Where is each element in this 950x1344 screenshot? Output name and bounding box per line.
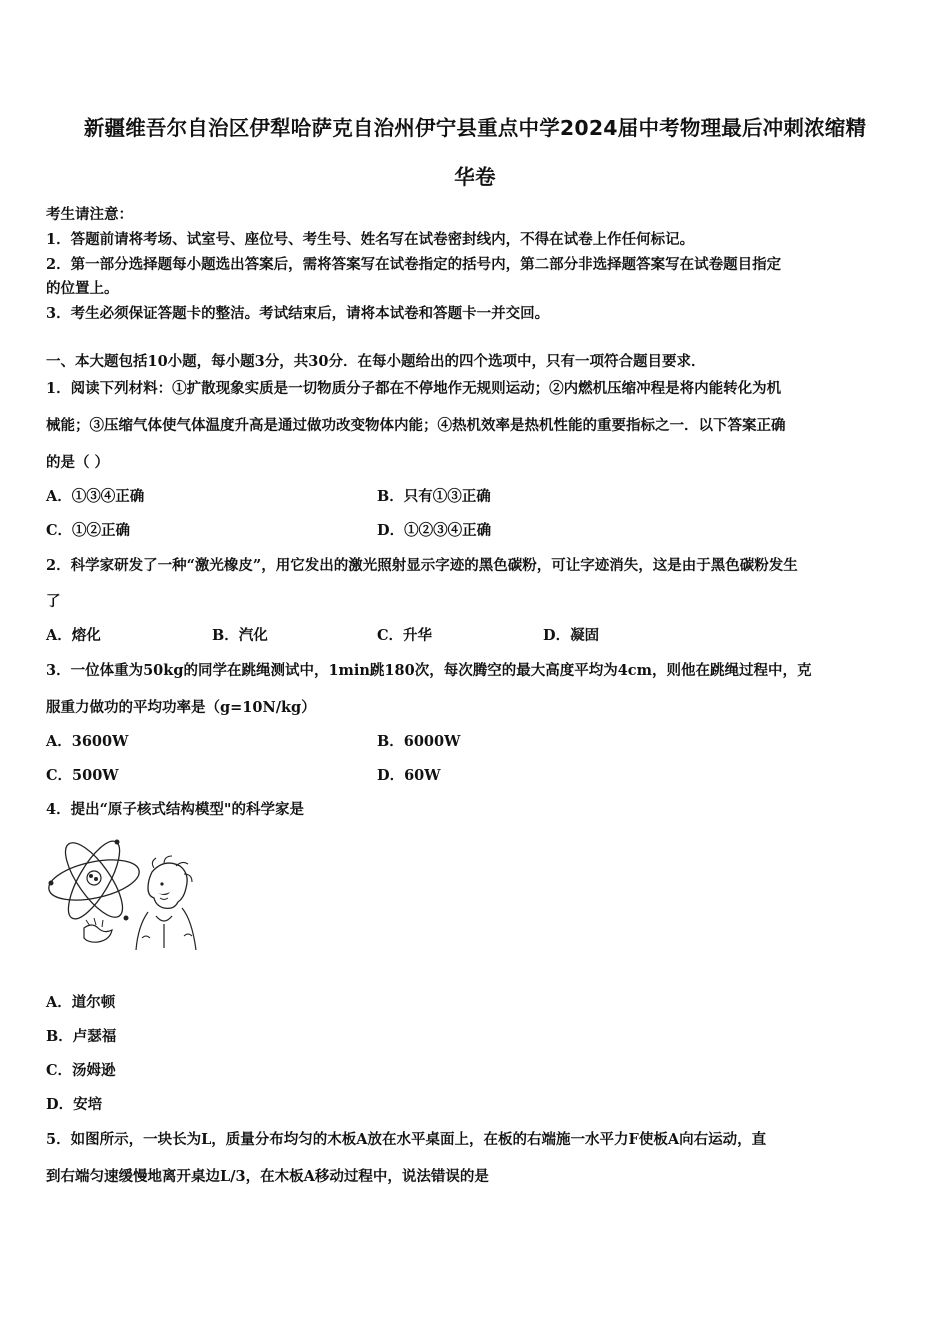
q3-option-a: A．3600W	[46, 733, 129, 750]
q1-option-b: B．只有①③正确	[377, 488, 491, 505]
q1-line-1: 1．阅读下列材料：①扩散现象实质是一切物质分子都在不停地作无规则运动；②内燃机压缩冲程是将内能转化为机	[46, 380, 782, 397]
q2-option-d: D．凝固	[543, 627, 600, 644]
q1-option-c: C．①②正确	[46, 522, 131, 539]
q3-option-c: C．500W	[46, 767, 119, 784]
section-heading: 一、本大题包括10小题，每小题3分，共30分．在每小题给出的四个选项中，只有一项符合题目要求．	[46, 353, 706, 370]
notice-heading: 考生请注意：	[46, 206, 133, 223]
q1-line-3: 的是（ ）	[46, 454, 110, 471]
q2-option-c: C．升华	[377, 627, 433, 644]
atom-scientist-illustration-icon	[44, 828, 200, 954]
q2-line-1: 2．科学家研发了一种“激光橡皮”，用它发出的激光照射显示字迹的黑色碳粉，可让字迹消失，这是由于黑色碳粉发生	[46, 557, 798, 574]
notice-item-2-cont: 的位置上。	[46, 280, 119, 297]
q3-option-b: B．6000W	[377, 733, 461, 750]
q3-line-2: 服重力做功的平均功率是（g=10N/kg）	[46, 699, 316, 716]
notice-item-1: 1．答题前请将考场、试室号、座位号、考生号、姓名写在试卷密封线内，不得在试卷上作任何标记。	[46, 231, 695, 248]
q1-option-d: D．①②③④正确	[377, 522, 492, 539]
q4-option-a: A．道尔顿	[46, 994, 116, 1011]
q4-stem: 4．提出“原子核式结构模型"的科学家是	[46, 801, 304, 818]
q2-line-2: 了	[46, 593, 61, 610]
q1-option-a: A．①③④正确	[46, 488, 145, 505]
exam-title-line2: 华卷	[454, 165, 496, 189]
q4-option-d: D．安培	[46, 1096, 103, 1113]
q2-option-b: B．汽化	[212, 627, 268, 644]
notice-item-3: 3．考生必须保证答题卡的整洁。考试结束后，请将本试卷和答题卡一并交回。	[46, 305, 550, 322]
q4-option-c: C．汤姆逊	[46, 1062, 116, 1079]
q3-option-d: D．60W	[377, 767, 441, 784]
notice-item-2: 2．第一部分选择题每小题选出答案后，需将答案写在试卷指定的括号内，第二部分非选择题答案写在试卷题目指定	[46, 256, 782, 273]
q5-line-2: 到右端匀速缓慢地离开桌边L/3，在木板A移动过程中，说法错误的是	[46, 1168, 489, 1185]
q4-option-b: B．卢瑟福	[46, 1028, 117, 1045]
q1-line-2: 械能；③压缩气体使气体温度升高是通过做功改变物体内能；④热机效率是热机性能的重要指标之一．以下答案正确	[46, 417, 786, 434]
exam-title-line1: 新疆维吾尔自治区伊犁哈萨克自治州伊宁县重点中学2024届中考物理最后冲刺浓缩精	[83, 116, 867, 140]
q2-option-a: A．熔化	[46, 627, 101, 644]
q5-line-1: 5．如图所示，一块长为L，质量分布均匀的木板A放在水平桌面上，在板的右端施一水平力F使板A向右运动，直	[46, 1131, 767, 1148]
q3-line-1: 3．一位体重为50kg的同学在跳绳测试中，1min跳180次，每次腾空的最大高度平均为4cm，则他在跳绳过程中，克	[46, 662, 812, 679]
